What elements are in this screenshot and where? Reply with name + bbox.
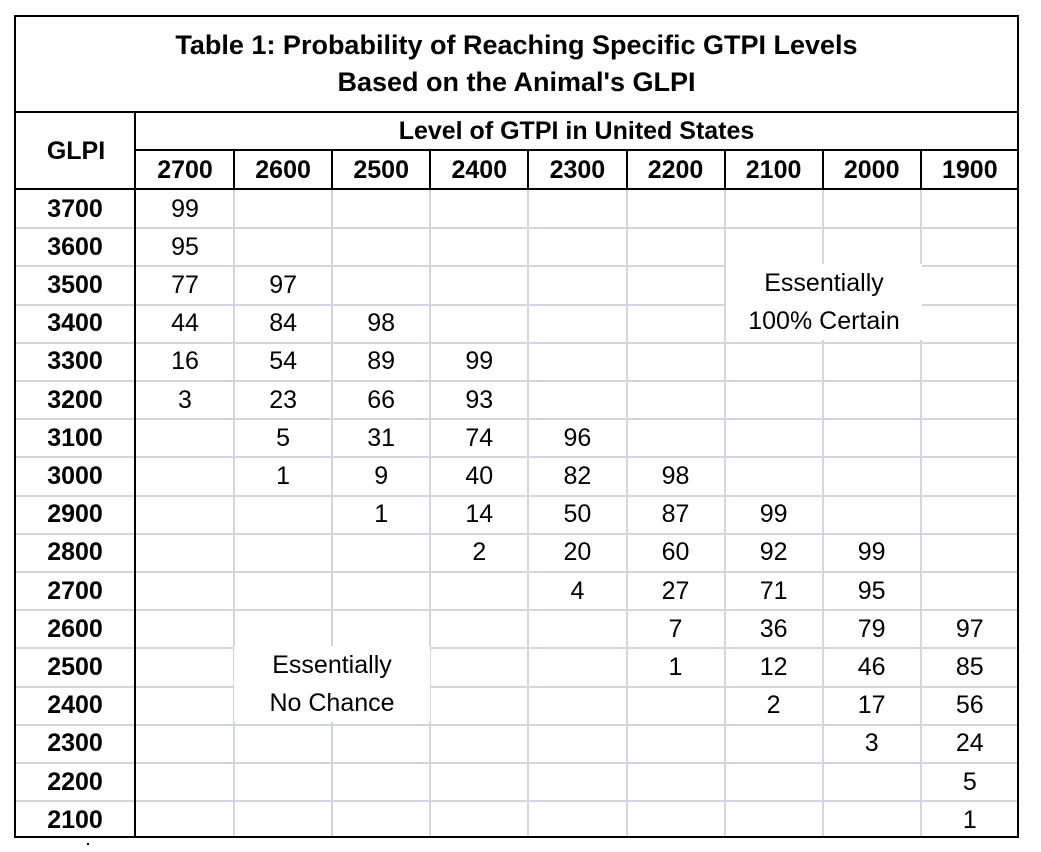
probability-cell: 31 <box>367 423 396 452</box>
probability-cell: 71 <box>759 576 788 605</box>
gtpi-column-header: 2700 <box>157 156 213 184</box>
certain-note-line1: Essentially <box>764 269 884 297</box>
glpi-row-label: 2200 <box>47 767 103 796</box>
probability-cell: 77 <box>171 270 199 299</box>
probability-cell: 20 <box>563 538 592 567</box>
glpi-row-label: 2700 <box>47 576 103 605</box>
essentially-certain-note <box>726 264 922 340</box>
probability-cell: 36 <box>759 614 788 643</box>
probability-cell: 4 <box>570 576 585 605</box>
glpi-row-label: 2300 <box>47 729 103 758</box>
probability-cell: 5 <box>962 767 977 796</box>
probability-cell: 2 <box>766 691 781 720</box>
glpi-row-label: 3300 <box>47 347 103 376</box>
gtpi-column-header: 2200 <box>647 156 704 184</box>
probability-cell: 99 <box>465 347 494 376</box>
table-title-line1: Table 1: Probability of Reaching Specific GTPI Levels <box>175 30 858 60</box>
probability-cell: 2 <box>472 538 487 567</box>
certain-note-line2: 100% Certain <box>748 307 900 335</box>
probability-cell: 7 <box>668 614 683 643</box>
table-title <box>16 17 1017 113</box>
stray-mark <box>87 843 89 845</box>
probability-cell: 1 <box>374 500 389 529</box>
probability-cell: 87 <box>661 500 690 529</box>
probability-table <box>14 15 1019 838</box>
glpi-row-label: 3000 <box>47 461 103 490</box>
probability-cell: 24 <box>955 729 984 758</box>
gtpi-column-header: 2100 <box>745 156 802 184</box>
header-column-divider <box>429 151 431 189</box>
header-column-divider <box>331 151 333 189</box>
probability-cell: 84 <box>269 309 297 338</box>
probability-cell: 9 <box>374 461 389 490</box>
glpi-column-header: GLPI <box>46 137 106 165</box>
header-column-divider <box>920 151 922 189</box>
probability-cell: 56 <box>955 691 984 720</box>
probability-cell: 92 <box>759 538 788 567</box>
probability-cell: 85 <box>955 652 984 681</box>
probability-cell: 97 <box>269 270 297 299</box>
probability-cell: 27 <box>661 576 690 605</box>
probability-cell: 46 <box>857 652 886 681</box>
gtpi-column-header: 2000 <box>843 156 900 184</box>
gtpi-column-header: 2300 <box>549 156 606 184</box>
probability-cell: 97 <box>955 614 984 643</box>
probability-cell: 96 <box>563 423 592 452</box>
gtpi-column-header: 2500 <box>353 156 409 184</box>
glpi-row-label: 3400 <box>47 309 103 338</box>
probability-cell: 3 <box>178 385 192 414</box>
probability-cell: 12 <box>759 652 788 681</box>
glpi-row-label: 3500 <box>47 270 103 299</box>
probability-cell: 98 <box>367 309 396 338</box>
probability-cell: 99 <box>171 194 199 223</box>
probability-cell: 89 <box>367 347 396 376</box>
glpi-row-label: 2400 <box>47 691 103 720</box>
row-gridline <box>16 800 1017 802</box>
probability-cell: 99 <box>857 538 886 567</box>
header-divider <box>16 188 1017 190</box>
row-header-divider <box>134 113 136 836</box>
glpi-row-label: 2900 <box>47 500 103 529</box>
probability-cell: 16 <box>171 347 199 376</box>
essentially-no-chance-note <box>234 646 430 722</box>
probability-cell: 74 <box>465 423 494 452</box>
no-chance-note-line2: No Chance <box>269 689 395 717</box>
probability-cell: 79 <box>857 614 886 643</box>
probability-cell: 82 <box>563 461 592 490</box>
no-chance-note-line1: Essentially <box>272 651 392 679</box>
gtpi-column-header: 2600 <box>255 156 311 184</box>
probability-cell: 23 <box>269 385 297 414</box>
gtpi-group-header: Level of GTPI in United States <box>136 113 1017 151</box>
probability-cell: 99 <box>759 500 788 529</box>
probability-cell: 60 <box>661 538 690 567</box>
row-gridline <box>16 762 1017 764</box>
glpi-row-label: 2600 <box>47 614 103 643</box>
probability-cell: 66 <box>367 385 396 414</box>
probability-cell: 98 <box>661 461 690 490</box>
probability-cell: 14 <box>465 500 494 529</box>
header-column-divider <box>527 151 529 189</box>
probability-cell: 5 <box>276 423 291 452</box>
header-column-divider <box>822 151 824 189</box>
glpi-row-label: 2800 <box>47 538 103 567</box>
glpi-row-label: 3600 <box>47 232 103 261</box>
probability-cell: 50 <box>563 500 592 529</box>
probability-cell: 40 <box>465 461 494 490</box>
gtpi-column-header: 1900 <box>941 156 998 184</box>
probability-cell: 17 <box>857 691 886 720</box>
glpi-row-label: 2500 <box>47 652 103 681</box>
probability-cell: 95 <box>171 232 199 261</box>
table-title-line2: Based on the Animal's GLPI <box>337 67 696 97</box>
probability-cell: 1 <box>962 805 977 834</box>
header-column-divider <box>724 151 726 189</box>
probability-cell: 54 <box>269 347 297 376</box>
probability-cell: 95 <box>857 576 886 605</box>
probability-cell: 3 <box>864 729 879 758</box>
header-column-divider <box>626 151 628 189</box>
glpi-row-label: 2100 <box>47 805 103 834</box>
probability-cell: 93 <box>465 385 494 414</box>
glpi-row-label: 3700 <box>47 194 103 223</box>
gtpi-column-header: 2400 <box>451 156 508 184</box>
probability-cell: 1 <box>668 652 683 681</box>
glpi-row-label: 3100 <box>47 423 103 452</box>
probability-cell: 1 <box>276 461 291 490</box>
header-column-divider <box>233 151 235 189</box>
glpi-row-label: 3200 <box>47 385 103 414</box>
probability-cell: 44 <box>171 309 199 338</box>
